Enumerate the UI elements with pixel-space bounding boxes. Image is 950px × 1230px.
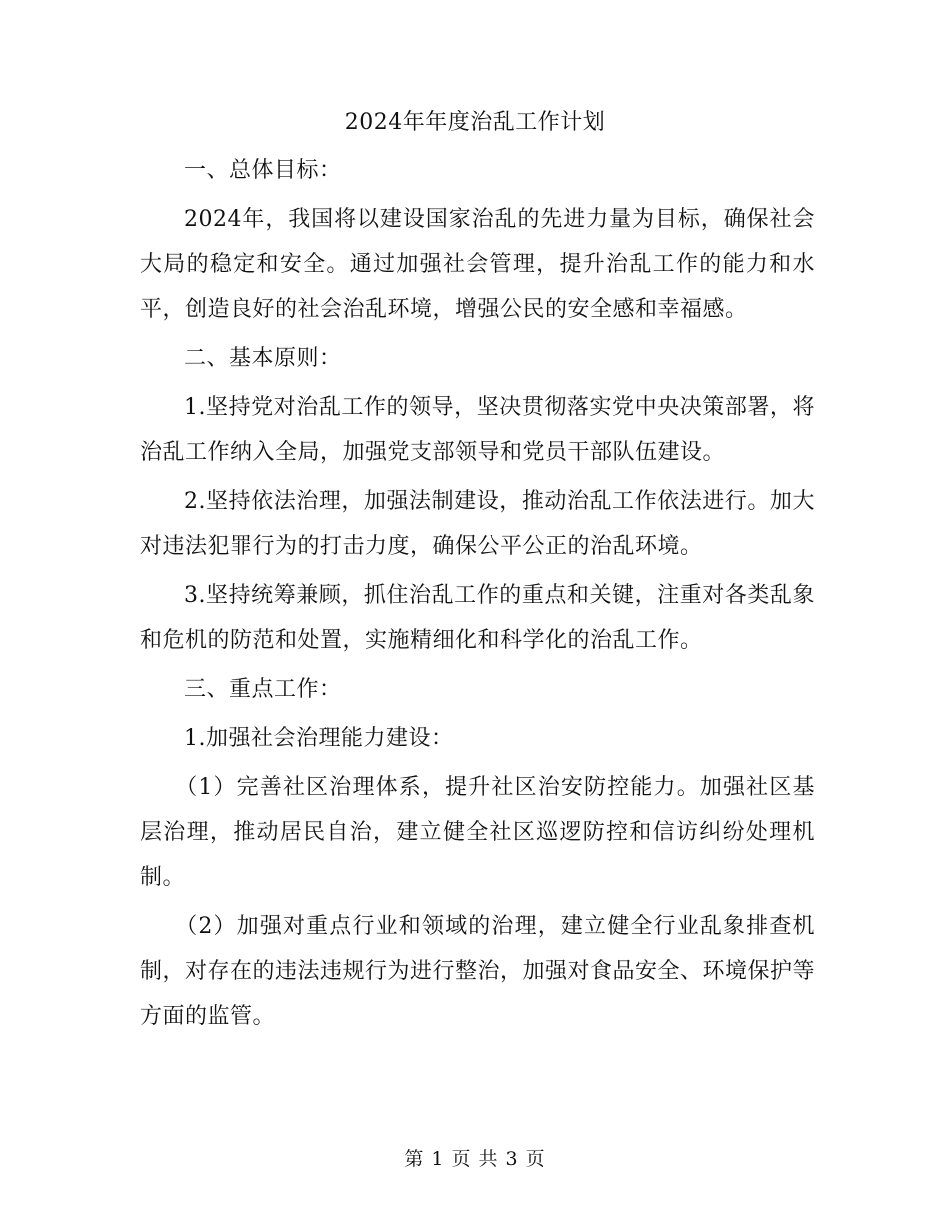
page-number-footer: 第 1 页 共 3 页 [404,1148,546,1170]
paragraph-overall-goal: 2024年，我国将以建设国家治乱的先进力量为目标，确保社会大局的稳定和安全。通过加强社会管理，提升治乱工作的能力和水平，创造良好的社会治乱环境，增强公民的安全感和幸福感。 [140,207,815,322]
paragraph-principle-1: 1.坚持党对治乱工作的领导，坚决贯彻落实党中央决策部署，将治乱工作纳入全局，加强党支部领导和党员干部队伍建设。 [140,395,815,465]
paragraph-key-work-1: 1.加强社会治理能力建设： [184,726,454,751]
section-heading-key-work: 三、重点工作： [184,677,342,702]
document-title: 2024年年度治乱工作计划 [344,110,606,135]
section-heading-overall-goal: 一、总体目标： [184,158,342,183]
paragraph-principle-2: 2.坚持依法治理，加强法制建设，推动治乱工作依法进行。加大对违法犯罪行为的打击力度，确保公平公正的治乱环境。 [140,489,815,559]
paragraph-key-work-1-item-1: （1）完善社区治理体系，提升社区治安防控能力。加强社区基层治理，推动居民自治，建立健全社区巡逻防控和信访纠纷处理机制。 [140,775,815,890]
section-heading-basic-principles: 二、基本原则： [184,346,342,371]
document-body [140,148,815,1043]
paragraph-key-work-1-item-2: （2）加强对重点行业和领域的治理，建立健全行业乱象排查机制，对存在的违法违规行为进行整治，加强对食品安全、环境保护等方面的监管。 [140,914,816,1029]
paragraph-principle-3: 3.坚持统筹兼顾，抓住治乱工作的重点和关键，注重对各类乱象和危机的防范和处置，实施精细化和科学化的治乱工作。 [140,583,815,653]
